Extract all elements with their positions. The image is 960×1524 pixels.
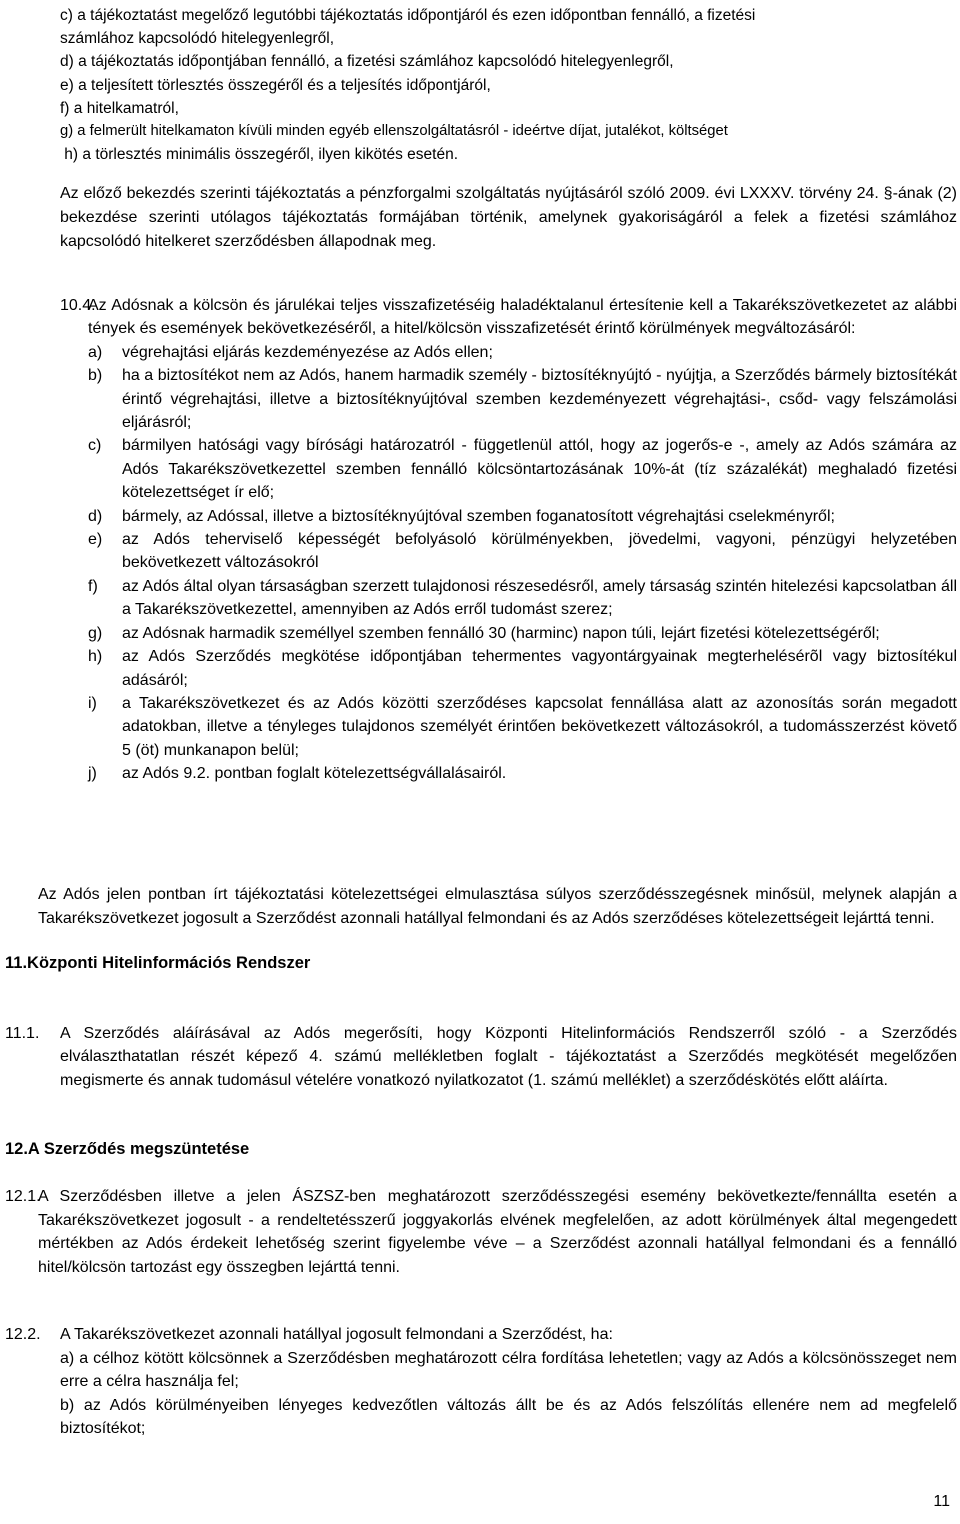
heading-11: 11.Központi Hitelinformációs Rendszer [5,954,311,972]
section-12-2-item-b: b) az Adós körülményeiben lényeges kedvezőtlen változás állt be és az Adós felszólítás ellenére nem ad megfelelő biztosítékot; [60,1396,957,1437]
section-10-4-intro [60,294,957,341]
section-number: 10.4. [60,297,96,314]
list-item: j) az Adós 9.2. pontban foglalt kötelezettségvállalásairól. [88,765,507,783]
top-list [60,4,960,166]
list-item: c) bármilyen hatósági vagy bírósági határozatról - függetlenül attól, hogy az jogerős-e -, amely az Adós számára az Adós Takarékszövetkezettel szemben fennálló kölcsöntartozásának 10%-át (tíz százalékát) meghaladó fizetési kötelezettséget ír elő; [88,437,957,502]
list-item: d) bármely, az Adóssal, illetve a biztosítéknyújtóval szemben foganatosított végrehajtási cselekményről; [88,507,835,525]
list-item-g: g) a felmerült hitelkamaton kívüli minden egyéb ellenszolgáltatásról - ideértve díjat, jutalékot, költséget [60,123,728,140]
list-item-h: h) a törlesztés minimális összegéről, ilyen kikötés esetén. [60,146,458,164]
list-item: g) az Adósnak harmadik személlyel szemben fennálló 30 (harminc) napon túli, lejárt fizetési kötelezettségéről; [88,624,880,642]
list-item: b) ha a biztosítékot nem az Adós, hanem harmadik személy - biztosítéknyújtó - nyújtja, a Szerződés bármely biztosítékát érintő végrehajtási, illetve a biztosítéknyújtóval szemben kezdeményezett végrehajtási-, csőd- vagy felszámolási eljárásról; [88,367,957,432]
section-12-2-intro: A Takarékszövetkezet azonnali hatállyal jogosult felmondani a Szerződést, ha: [60,1326,613,1343]
list-item: h) az Adós Szerződés megkötése időpontjában tehermentes vagyontárgyainak megterhelésérõl vagy biztosítékul adásáról; [88,648,957,689]
section-10-4 [60,294,957,786]
section-number: 11.1. [5,1025,40,1042]
list-item: f) az Adós által olyan társaságban szerzett tulajdonosi részesedésről, amely társaság szintén hitelezési kapcsolatban áll a Takarékszövetkezettel, amennyiben az Adós erről tudomást szerez; [88,577,957,619]
page-number: 11 [933,1493,950,1510]
heading-12: 12.A Szerződés megszüntetése [5,1140,250,1158]
section-12-2 [5,1323,957,1441]
list-item: i) a Takarékszövetkezet és az Adós közötti szerződéses kapcsolat fennállása alatt az azonosítás során megadott adatokban, illetve a tényleges tulajdonos személyét érintően bekövetkezett változásokról, a tudomásszerzést követő 5 (öt) munkanapon belül; [88,694,957,759]
section-text [60,1323,957,1441]
list-item-e: e) a teljesített törlesztés összegéről és a teljesítés időpontjáról, [60,76,491,94]
section-text: A Szerződés aláírásával az Adós megerősíti, hogy Központi Hitelinformációs Rendszerről szóló - a Szerződés elválaszthatatlan részét képező 4. számú mellékletben foglalt - tájékoztatást a Szerződés megkötését megelőzően megismerte és annak tudomásul vételére vonatkozó nyilatkozatot (1. számú melléklet) a szerződéskötés előtt aláírta. [60,1025,957,1089]
list-item: e) az Adós teherviselő képességét befolyásoló körülményekben, jövedelmi, vagyoni, pénzügyi helyzetében bekövetkezett változásokról [88,531,957,572]
section-text: Az Adósnak a kölcsön és járulékai teljes visszafizetéséig haladéktalanul értesítenie kell a Takarékszövetkezetet az alábbi tények és események bekövetkezéséről, a hitel/kölcsön visszafizetését érintő körülmények megváltozásáról: [88,297,957,338]
list-item-d: d) a tájékoztatás időpontjában fennálló, a fizetési számlához kapcsolódó hitelegyenlegről, [60,53,674,71]
list-item: a) végrehajtási eljárás kezdeményezése az Adós ellen; [88,343,493,361]
list-item-c: c) a tájékoztatást megelőző legutóbbi tájékoztatás időpontjáról és ezen időpontban fennálló, a fizetési számlához kapcsolódó hitelegyenlegről, [60,7,756,48]
section-12-2-item-a: a) a célhoz kötött kölcsönnek a Szerződésben meghatározott célra fordítása lehetetlen; vagy az Adós a kölcsönösszeget nem erre a célra használja fel; [60,1349,957,1390]
section-number: 12.2. [5,1326,41,1343]
paragraph-sulyos: Az Adós jelen pontban írt tájékoztatási kötelezettségei elmulasztása súlyos szerződésszegésnek minősül, melynek alapján a Takarékszövetkezet jogosult a Szerződést azonnali hatállyal felmondani és az Adós szerződéses kötelezettségeit lejárttá tenni. [38,886,957,927]
paragraph-tajekoztatas: Az előző bekezdés szerinti tájékoztatás a pénzforgalmi szolgáltatás nyújtásáról szóló 2009. évi LXXXV. törvény 24. §-ának (2) bekezdése szerinti utólagos tájékoztatás formájában történik, amelynek gyakoriságáról a felek a fizetési számlához kapcsolódó hitelkeret szerződésben állapodnak meg. [60,185,957,250]
section-11-1 [5,1022,957,1092]
list-item-f: f) a hitelkamatról, [60,99,179,117]
section-12-1 [5,1185,957,1279]
section-10-4-items [60,341,957,786]
section-number: 12.1. [5,1188,41,1205]
section-text: A Szerződésben illetve a jelen ÁSZSZ-ben meghatározott szerződésszegési esemény bekövetkezte/fennállta esetén a Takarékszövetkezet jogosult - a rendeltetésszerű joggyakorlás elvének megfelelően, az adott körülmények által megengedett mértékben az Adós érdekeit lehetőség szerint figyelembe véve – a Szerződést azonnali hatállyal felmondani és a fennálló hitel/kölcsön tartozást egy összegben lejárttá tenni. [38,1188,957,1276]
